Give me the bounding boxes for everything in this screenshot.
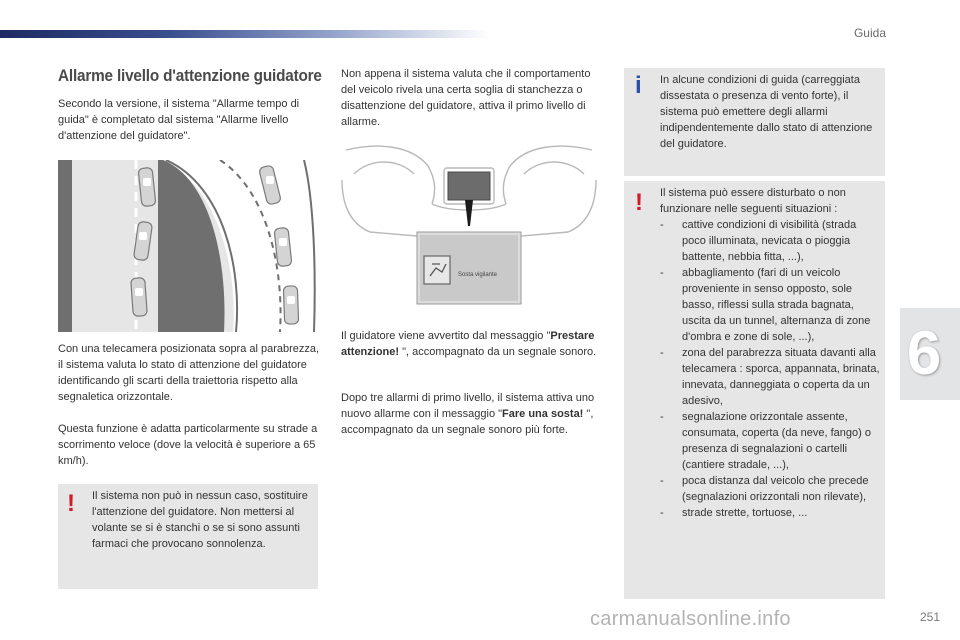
list-item: - strade strette, tortuose, ... [660,507,808,519]
watermark: carmanualsonline.info [590,608,791,630]
list-item: - abbagliamento (fari di un veicolo proveniente in senso opposto, sole basso, riflessi sulla strada bagnata, uscita da un tunnel, alternanza di zone d'ombra e zone di sole, ...), [660,267,871,343]
road-curve-graphic [58,160,318,332]
info-box-text: In alcune condizioni di guida (carreggiata dissestata o presenza di vento forte), il sistema può emettere degli allarmi indipendentemente dallo stato di attenzione del guidatore. [660,74,873,150]
display-message: Sosta vigilante [458,272,498,278]
info-icon: i [635,72,642,99]
camera-paragraph: Con una telecamera posizionata sopra al parabrezza, il sistema valuta lo stato di attenzione del guidatore identificando gli scarti della traiettoria rispetto alla segnaletica orizzontale. [58,343,320,403]
list-item: - cattive condizioni di visibilità (strada poco illuminata, nevicata o pioggia battente, nebbia fitta, ...), [660,219,857,263]
first-level-paragraph: Non appena il sistema valuta che il comportamento del veicolo rivela una certa soglia di stanchezza o disattenzione del guidatore, attiva il primo livello di allarme. [341,68,591,128]
info-box [624,68,885,176]
section-title: Guida [853,26,886,40]
msg1-suffix: ", accompagnato da un segnale sonoro. [399,346,597,358]
list-item: - zona del parabrezza situata davanti alla telecamera : sporca, appannata, brinata, innevata, danneggiata o coperta da un adesivo, [660,347,880,407]
lane-departure-illustration [58,160,318,332]
article-title: Allarme livello d'attenzione guidatore [58,66,322,85]
msg2-prefix: Dopo tre allarmi di primo livello, il sistema attiva uno nuovo allarme con il messaggio " [341,392,595,420]
second-message-paragraph [341,390,603,438]
msg2-bold: Fare una sosta! [502,408,584,420]
chapter-number: 6 [906,319,942,388]
msg1-bold: Prestare attenzione! [341,330,595,358]
speed-paragraph: Questa funzione è adatta particolarmente su strade a scorrimento veloce (dove la velocità è superiore a 65 km/h). [58,423,318,467]
instrument-panel-illustration [340,140,598,322]
warning-box-conditions [624,181,885,599]
msg2-suffix: ", accompagnato da un segnale sonoro più forte. [341,408,594,436]
msg1-prefix: Il guidatore viene avvertito dal messaggio " [341,330,551,342]
header-color-bar [0,30,490,38]
intro-paragraph: Secondo la versione, il sistema "Allarme tempo di guida" è completato dal sistema "Allarme livello d'attenzione del guidatore". [58,98,300,142]
first-message-paragraph [341,328,603,360]
list-item: - poca distanza dal veicolo che precede (segnalazioni orizzontali non rilevate), [660,475,869,503]
list-item: - segnalazione orizzontale assente, consumata, coperta (da neve, fango) o presenza di segnalazioni o cartelli (cantiere stradale, ...), [660,411,871,471]
conditions-intro: Il sistema può essere disturbato o non funzionare nelle seguenti situazioni : [660,187,846,215]
warning-exclamation-icon: ! [67,490,75,517]
warning-attention-text: Il sistema non può in nessun caso, sostituire l'attenzione del guidatore. Non mettersi al volante se si è stanchi o se si sono assunti farmaci che provocano sonnolenza. [92,490,308,550]
warning-exclamation-icon: ! [635,189,643,216]
conditions-list [660,185,882,521]
warning-box-attention [58,484,318,589]
dashboard-graphic [340,140,598,322]
page-number: 251 [919,610,940,624]
